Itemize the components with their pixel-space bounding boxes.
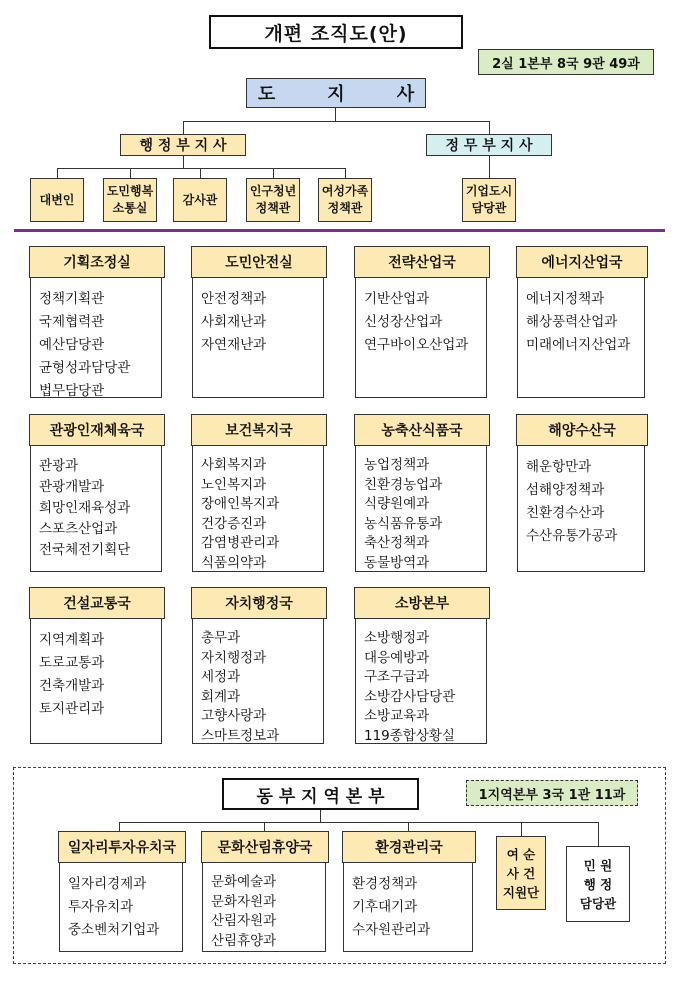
- bureau-box: [355, 247, 487, 398]
- regional-bureau-box: [59, 832, 183, 952]
- vice-governor-admin: 행 정 부 지 사: [120, 134, 246, 156]
- bureau-item: 법무담당관: [39, 383, 105, 399]
- unit-label: 정책관: [255, 201, 291, 215]
- yeosun-support-unit: [496, 836, 546, 910]
- bureau-box: [30, 247, 162, 398]
- summary-badge: 2실 1본부 8국 9관 49과: [478, 49, 654, 75]
- bureau-item: 동물방역과: [364, 554, 430, 571]
- bureau-box: [517, 415, 645, 572]
- connector: [200, 168, 201, 178]
- unit-audit: [173, 178, 227, 222]
- bureau-item: 119종합상황실: [364, 727, 455, 744]
- bureau-item: 투자유치과: [68, 899, 134, 915]
- bureau-box: [355, 415, 487, 572]
- bureau-item: 안전정책과: [201, 291, 267, 307]
- bureau-item: 세정과: [201, 669, 241, 685]
- bureau-item: 자연재난과: [201, 337, 267, 353]
- bureau-name: 환경관리국: [342, 831, 476, 863]
- unit-label: 감사관: [182, 192, 218, 207]
- bureau-box: [192, 415, 324, 572]
- bureau-item: 식량원예과: [364, 496, 430, 512]
- bureau-box: [192, 588, 324, 744]
- bureau-items: [526, 288, 640, 357]
- bureau-item: 산림자원과: [211, 913, 277, 929]
- connector: [335, 108, 336, 121]
- bureau-item: 신성장산업과: [364, 314, 443, 330]
- bureau-item: 스포츠산업과: [39, 521, 118, 537]
- unit-spokesperson: [30, 178, 84, 222]
- bureau-item: 정책기획관: [39, 291, 105, 307]
- bureau-item: 섬해양정책과: [526, 482, 605, 498]
- bureau-box: [517, 247, 645, 398]
- connector: [489, 121, 490, 134]
- bureau-item: 토지관리과: [39, 701, 105, 717]
- bureau-item: 해상풍력산업과: [526, 314, 618, 330]
- bureau-items: [201, 456, 319, 573]
- unit-label: 여성가족: [321, 184, 369, 198]
- bureau-item: 소방교육과: [364, 708, 430, 724]
- bureau-name: 도민안전실: [191, 246, 327, 278]
- bureau-item: 관광개발과: [39, 479, 105, 495]
- unit-label: 행 정: [583, 876, 613, 892]
- unit-happiness-office: [103, 178, 157, 222]
- connector: [57, 168, 58, 178]
- unit-label: 도민행복: [106, 184, 154, 198]
- bureau-items: [526, 456, 640, 548]
- bureau-item: 미래에너지산업과: [526, 337, 631, 353]
- bureau-item: 축산정책과: [364, 535, 430, 551]
- bureau-items: [364, 629, 482, 746]
- bureau-box: [30, 588, 162, 744]
- bureau-items: [364, 456, 482, 573]
- bureau-item: 사회재난과: [201, 314, 267, 330]
- bureau-item: 도로교통과: [39, 655, 105, 671]
- bureau-item: 산림휴양과: [211, 932, 277, 949]
- governor-char-2: 지: [327, 84, 345, 105]
- bureau-item: 기반산업과: [364, 291, 430, 307]
- bureau-item: 관광과: [39, 458, 79, 474]
- bureau-item: 구조구급과: [364, 669, 430, 685]
- bureau-name: 에너지산업국: [516, 246, 648, 278]
- connector: [320, 810, 321, 822]
- vice-governor-policy: 정 무 부 지 사: [426, 134, 552, 156]
- bureau-items: [68, 873, 178, 942]
- connector: [273, 168, 274, 178]
- section-divider: [14, 229, 665, 232]
- unit-label: 여 순: [506, 846, 536, 862]
- bureau-box: [30, 415, 162, 572]
- connector: [119, 822, 598, 823]
- bureau-name: 자치행정국: [191, 587, 327, 619]
- unit-enterprise-city: [462, 178, 516, 222]
- bureau-name: 기획조정실: [29, 246, 165, 278]
- bureau-items: [364, 288, 482, 357]
- bureau-name: 보건복지국: [191, 414, 327, 446]
- bureau-item: 자치행정과: [201, 649, 267, 666]
- bureau-name: 관광인재체육국: [29, 414, 165, 446]
- connector: [598, 822, 599, 846]
- bureau-item: 기후대기과: [352, 899, 418, 915]
- bureau-item: 농식품유통과: [364, 515, 443, 532]
- bureau-name: 건설교통국: [29, 587, 165, 619]
- bureau-items: [352, 873, 468, 942]
- regional-summary-badge: 1지역본부 3국 1관 11과: [466, 780, 638, 806]
- unit-label: 기업도시: [465, 184, 513, 198]
- bureau-name: 전략산업국: [354, 246, 490, 278]
- bureau-item: 농업정책과: [364, 457, 430, 473]
- regional-bureau-box: [202, 832, 326, 952]
- bureau-items: [201, 629, 319, 746]
- connector: [57, 168, 345, 169]
- bureau-item: 예산담당관: [39, 337, 105, 353]
- bureau-item: 총무과: [201, 630, 241, 646]
- bureau-item: 대응예방과: [364, 649, 430, 666]
- bureau-item: 노인복지과: [201, 476, 267, 493]
- connector: [489, 156, 490, 178]
- bureau-item: 수산유통가공과: [526, 528, 618, 544]
- unit-label: 소통실: [112, 201, 148, 215]
- bureau-item: 해운항만과: [526, 459, 592, 475]
- unit-label: 인구청년: [249, 184, 297, 198]
- bureau-item: 회계과: [201, 688, 241, 705]
- bureau-item: 지역계획과: [39, 632, 105, 648]
- bureau-item: 국제협력관: [39, 314, 105, 330]
- connector: [130, 168, 131, 178]
- unit-label: 담당관: [471, 201, 507, 215]
- unit-label: 담당관: [579, 895, 617, 911]
- connector: [183, 121, 184, 134]
- bureau-item: 감염병관리과: [201, 535, 280, 551]
- bureau-item: 연구바이오산업과: [364, 337, 469, 353]
- bureau-item: 에너지정책과: [526, 291, 605, 307]
- bureau-name: 소방본부: [354, 587, 490, 619]
- chart-title: 개편 조직도(안): [209, 15, 463, 49]
- bureau-item: 일자리경제과: [68, 876, 147, 892]
- bureau-item: 균형성과담당관: [39, 360, 131, 376]
- bureau-item: 친환경수산과: [526, 505, 605, 521]
- connector: [183, 121, 489, 122]
- bureau-item: 건강증진과: [201, 515, 267, 532]
- bureau-box: [355, 588, 487, 744]
- regional-hq-title: 동 부 지 역 본 부: [222, 778, 419, 810]
- unit-population-youth: [246, 178, 300, 222]
- unit-label: 대변인: [39, 192, 75, 207]
- connector: [183, 156, 184, 168]
- bureau-item: 전국체전기획단: [39, 542, 131, 558]
- bureau-item: 환경정책과: [352, 876, 418, 892]
- bureau-item: 스마트정보과: [201, 727, 280, 744]
- unit-women-family: [318, 178, 372, 222]
- bureau-item: 문화예술과: [211, 874, 277, 890]
- bureau-item: 식품의약과: [201, 554, 267, 571]
- bureau-item: 수자원관리과: [352, 922, 431, 938]
- bureau-box: [192, 247, 324, 398]
- bureau-name: 해양수산국: [516, 414, 648, 446]
- unit-label: 지원단: [502, 884, 540, 900]
- governor-box: [246, 78, 426, 108]
- bureau-item: 사회복지과: [201, 457, 267, 473]
- bureau-items: [201, 288, 319, 357]
- bureau-name: 농축산식품국: [354, 414, 490, 446]
- bureau-name: 일자리투자유치국: [58, 831, 186, 863]
- unit-label: 정책관: [327, 201, 363, 215]
- bureau-name: 문화산림휴양국: [201, 831, 329, 863]
- connector: [345, 168, 346, 178]
- bureau-item: 소방감사담당관: [364, 688, 456, 705]
- connector: [521, 822, 522, 836]
- bureau-items: [39, 288, 157, 403]
- governor-char-3: 사: [396, 84, 415, 105]
- regional-bureau-box: [343, 832, 473, 952]
- bureau-item: 중소벤처기업과: [68, 922, 160, 938]
- bureau-item: 고향사랑과: [201, 708, 267, 724]
- bureau-items: [39, 629, 157, 721]
- governor-char-1: 도: [257, 84, 276, 105]
- unit-label: 민 원: [583, 857, 613, 873]
- unit-label: 사 건: [506, 865, 536, 881]
- bureau-items: [39, 456, 157, 561]
- bureau-item: 장애인복지과: [201, 496, 280, 512]
- bureau-item: 문화자원과: [211, 893, 277, 910]
- civil-admin-officer: [566, 846, 630, 922]
- bureau-item: 소방행정과: [364, 630, 430, 646]
- bureau-item: 희망인재육성과: [39, 500, 131, 516]
- bureau-item: 친환경농업과: [364, 476, 443, 493]
- bureau-items: [211, 873, 321, 951]
- bureau-item: 건축개발과: [39, 678, 105, 694]
